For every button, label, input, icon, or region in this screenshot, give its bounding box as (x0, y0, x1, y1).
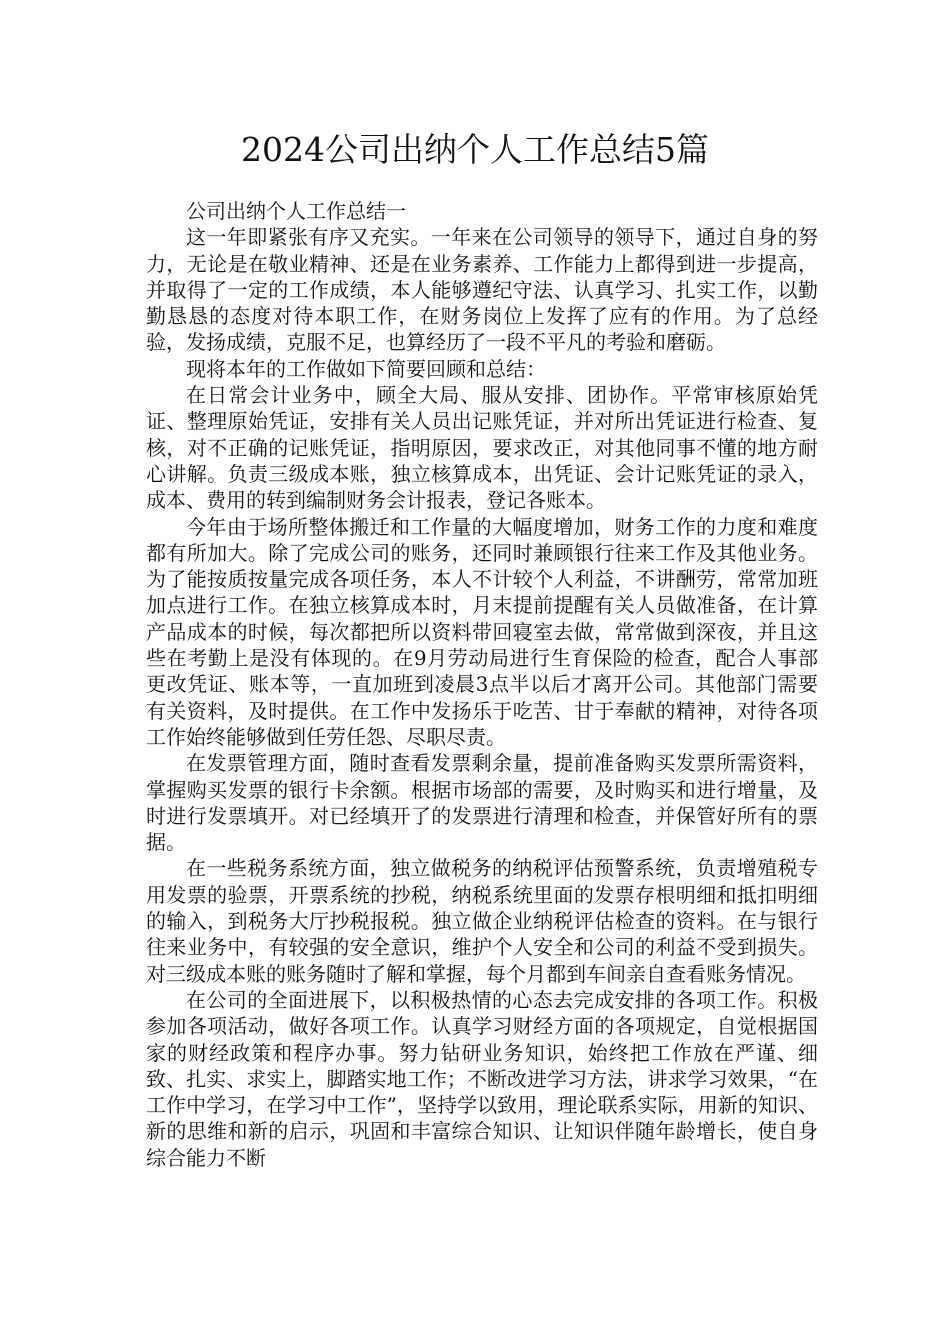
paragraph: 在发票管理方面，随时查看发票剩余量，提前准备购买发票所需资料，掌握购买发票的银行卡余额。根据市场部的需要，及时购买和进行增量，及时进行发票填开。对已经填开了的发票进行清理和检查，并保管好所有的票据。 (146, 751, 818, 855)
paragraph: 在公司的全面进展下，以积极热情的心态去完成安排的各项工作。积极参加各项活动，做好各项工作。认真学习财经方面的各项规定，自觉根据国家的财经政策和程序办事。努力钻研业务知识，始终把工作放在严谨、细致、扎实、求实上，脚踏实地工作；不断改进学习方法，讲求学习效果，“在工作中学习，在学习中工作”，坚持学以致用，理论联系实际，用新的知识、新的思维和新的启示，巩固和丰富综合知识、让知识伴随年龄增长，使自身综合能力不断 (146, 987, 818, 1170)
paragraph: 今年由于场所整体搬迁和工作量的大幅度增加，财务工作的力度和难度都有所加大。除了完成公司的账务，还同时兼顾银行往来工作及其他业务。为了能按质按量完成各项任务，本人不计较个人利益，不讲酬劳，常常加班加点进行工作。在独立核算成本时，月末提前提醒有关人员做准备，在计算产品成本的时候，每次都把所以资料带回寝室去做，常常做到深夜，并且这些在考勤上是没有体现的。在9月劳动局进行生育保险的检查，配合人事部更改凭证、账本等，一直加班到凌晨3点半以后才离开公司。其他部门需要有关资料，及时提供。在工作中发扬乐于吃苦、甘于奉献的精神，对待各项工作始终能够做到任劳任怨、尽职尽责。 (146, 514, 818, 749)
paragraph: 在一些税务系统方面，独立做税务的纳税评估预警系统，负责增殖税专用发票的验票，开票系统的抄税，纳税系统里面的发票存根明细和抵扣明细的输入，到税务大厅抄税报税。独立做企业纳税评估检查的资料。在与银行往来业务中，有较强的安全意识，维护个人安全和公司的利益不受到损失。对三级成本账的账务随时了解和掌握，每个月都到车间亲自查看账务情况。 (146, 856, 818, 986)
document-body (146, 198, 818, 1171)
section-heading: 公司出纳个人工作总结一 (186, 199, 406, 223)
paragraph: 现将本年的工作做如下简要回顾和总结： (186, 356, 546, 381)
paragraph: 这一年即紧张有序又充实。一年来在公司领导的领导下，通过自身的努力，无论是在敬业精神、还是在业务素养、工作能力上都得到进一步提高，并取得了一定的工作成绩，本人能够遵纪守法、认真学习、扎实工作，以勤勤恳恳的态度对待本职工作，在财务岗位上发挥了应有的作用。为了总经验，发扬成绩，克服不足，也算经历了一段不平凡的考验和磨砺。 (146, 225, 818, 355)
document-title: 2024公司出纳个人工作总结5篇 (241, 130, 709, 169)
paragraph: 在日常会计业务中，顾全大局、服从安排、团协作。平常审核原始凭证、整理原始凭证，安排有关人员出记账凭证，并对所出凭证进行检查、复核，对不正确的记账凭证，指明原因，要求改正，对其他同事不懂的地方耐心讲解。负责三级成本账，独立核算成本，出凭证、会计记账凭证的录入，成本、费用的转到编制财务会计报表，登记各账本。 (146, 383, 818, 513)
